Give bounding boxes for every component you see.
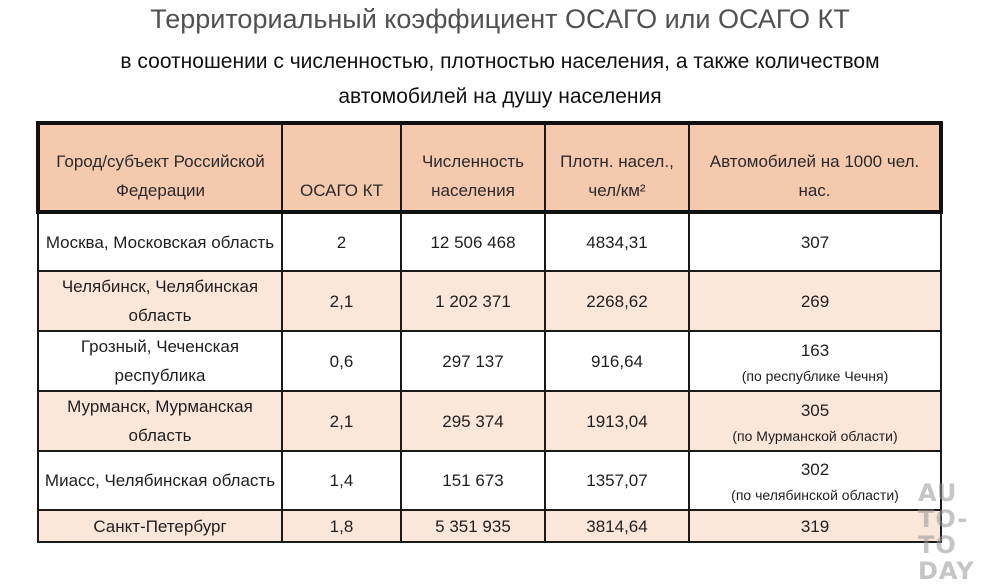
cell-population: 295 374 — [401, 391, 545, 451]
osago-table — [36, 121, 943, 543]
cars-value: 302 — [800, 460, 830, 479]
subtitle-line-1: в соотношении с численностью, плотностью населения, а также количеством — [120, 50, 880, 73]
cell-density: 1913,04 — [545, 391, 689, 451]
cars-value: 319 — [800, 516, 830, 536]
cell-cars — [689, 331, 941, 391]
cell-kt: 2,1 — [282, 391, 401, 451]
cars-value: 269 — [800, 291, 830, 311]
cell-population: 5 351 935 — [401, 510, 545, 542]
cell-kt: 0,6 — [282, 331, 401, 391]
table-row — [38, 391, 941, 451]
table-row — [38, 451, 941, 510]
subtitle-line-2: автомобилей на душу населения — [338, 85, 662, 108]
cars-note: (по челябинской области) — [731, 487, 899, 503]
header-cars: Автомобилей на 1000 чел. нас. — [689, 123, 941, 212]
cell-population: 297 137 — [401, 331, 545, 391]
cell-population: 12 506 468 — [401, 212, 545, 271]
cell-cars — [689, 451, 941, 510]
cars-value: 305 — [800, 400, 830, 420]
cell-density: 916,64 — [545, 331, 689, 391]
header-kt: ОСАГО КТ — [282, 123, 401, 212]
table-row — [38, 212, 941, 271]
cell-kt: 2,1 — [282, 271, 401, 331]
header-density: Плотн. насел., чел/км² — [545, 123, 689, 212]
cell-density: 4834,31 — [545, 212, 689, 271]
table-row — [38, 271, 941, 331]
table-row — [38, 510, 941, 542]
cell-density: 1357,07 — [545, 451, 689, 510]
cell-cars — [689, 510, 941, 542]
cell-kt: 1,8 — [282, 510, 401, 542]
cell-density: 3814,64 — [545, 510, 689, 542]
table-row — [38, 331, 941, 391]
table-header-row — [38, 123, 941, 212]
cell-region: Санкт-Петербург — [38, 510, 282, 542]
cell-density: 2268,62 — [545, 271, 689, 331]
cars-value: 307 — [800, 232, 830, 252]
cell-region: Челябинск, Челябинская область — [38, 271, 282, 331]
cell-cars — [689, 271, 941, 331]
cell-region: Мурманск, Мурманская область — [38, 391, 282, 451]
cell-region: Москва, Московская область — [38, 212, 282, 271]
cell-region: Миасс, Челябинская область — [38, 451, 282, 510]
cell-population: 1 202 371 — [401, 271, 545, 331]
header-region: Город/субъект Российской Федерации — [38, 123, 282, 212]
cell-cars — [689, 212, 941, 271]
cell-region: Грозный, Чеченская республика — [38, 331, 282, 391]
page-subtitle — [0, 44, 1000, 114]
cell-population: 151 673 — [401, 451, 545, 510]
header-population: Численность населения — [401, 123, 545, 212]
autoday-watermark-logo: AU TO-TO DAY — [918, 479, 975, 585]
cell-kt: 2 — [282, 212, 401, 271]
cell-cars — [689, 391, 941, 451]
cell-kt: 1,4 — [282, 451, 401, 510]
page-title: Территориальный коэффициент ОСАГО или ОСАГО КТ — [150, 4, 850, 34]
cars-note: (по республике Чечня) — [741, 367, 889, 384]
cars-note: (по Мурманской области) — [732, 427, 898, 444]
cars-value: 163 — [800, 340, 830, 360]
